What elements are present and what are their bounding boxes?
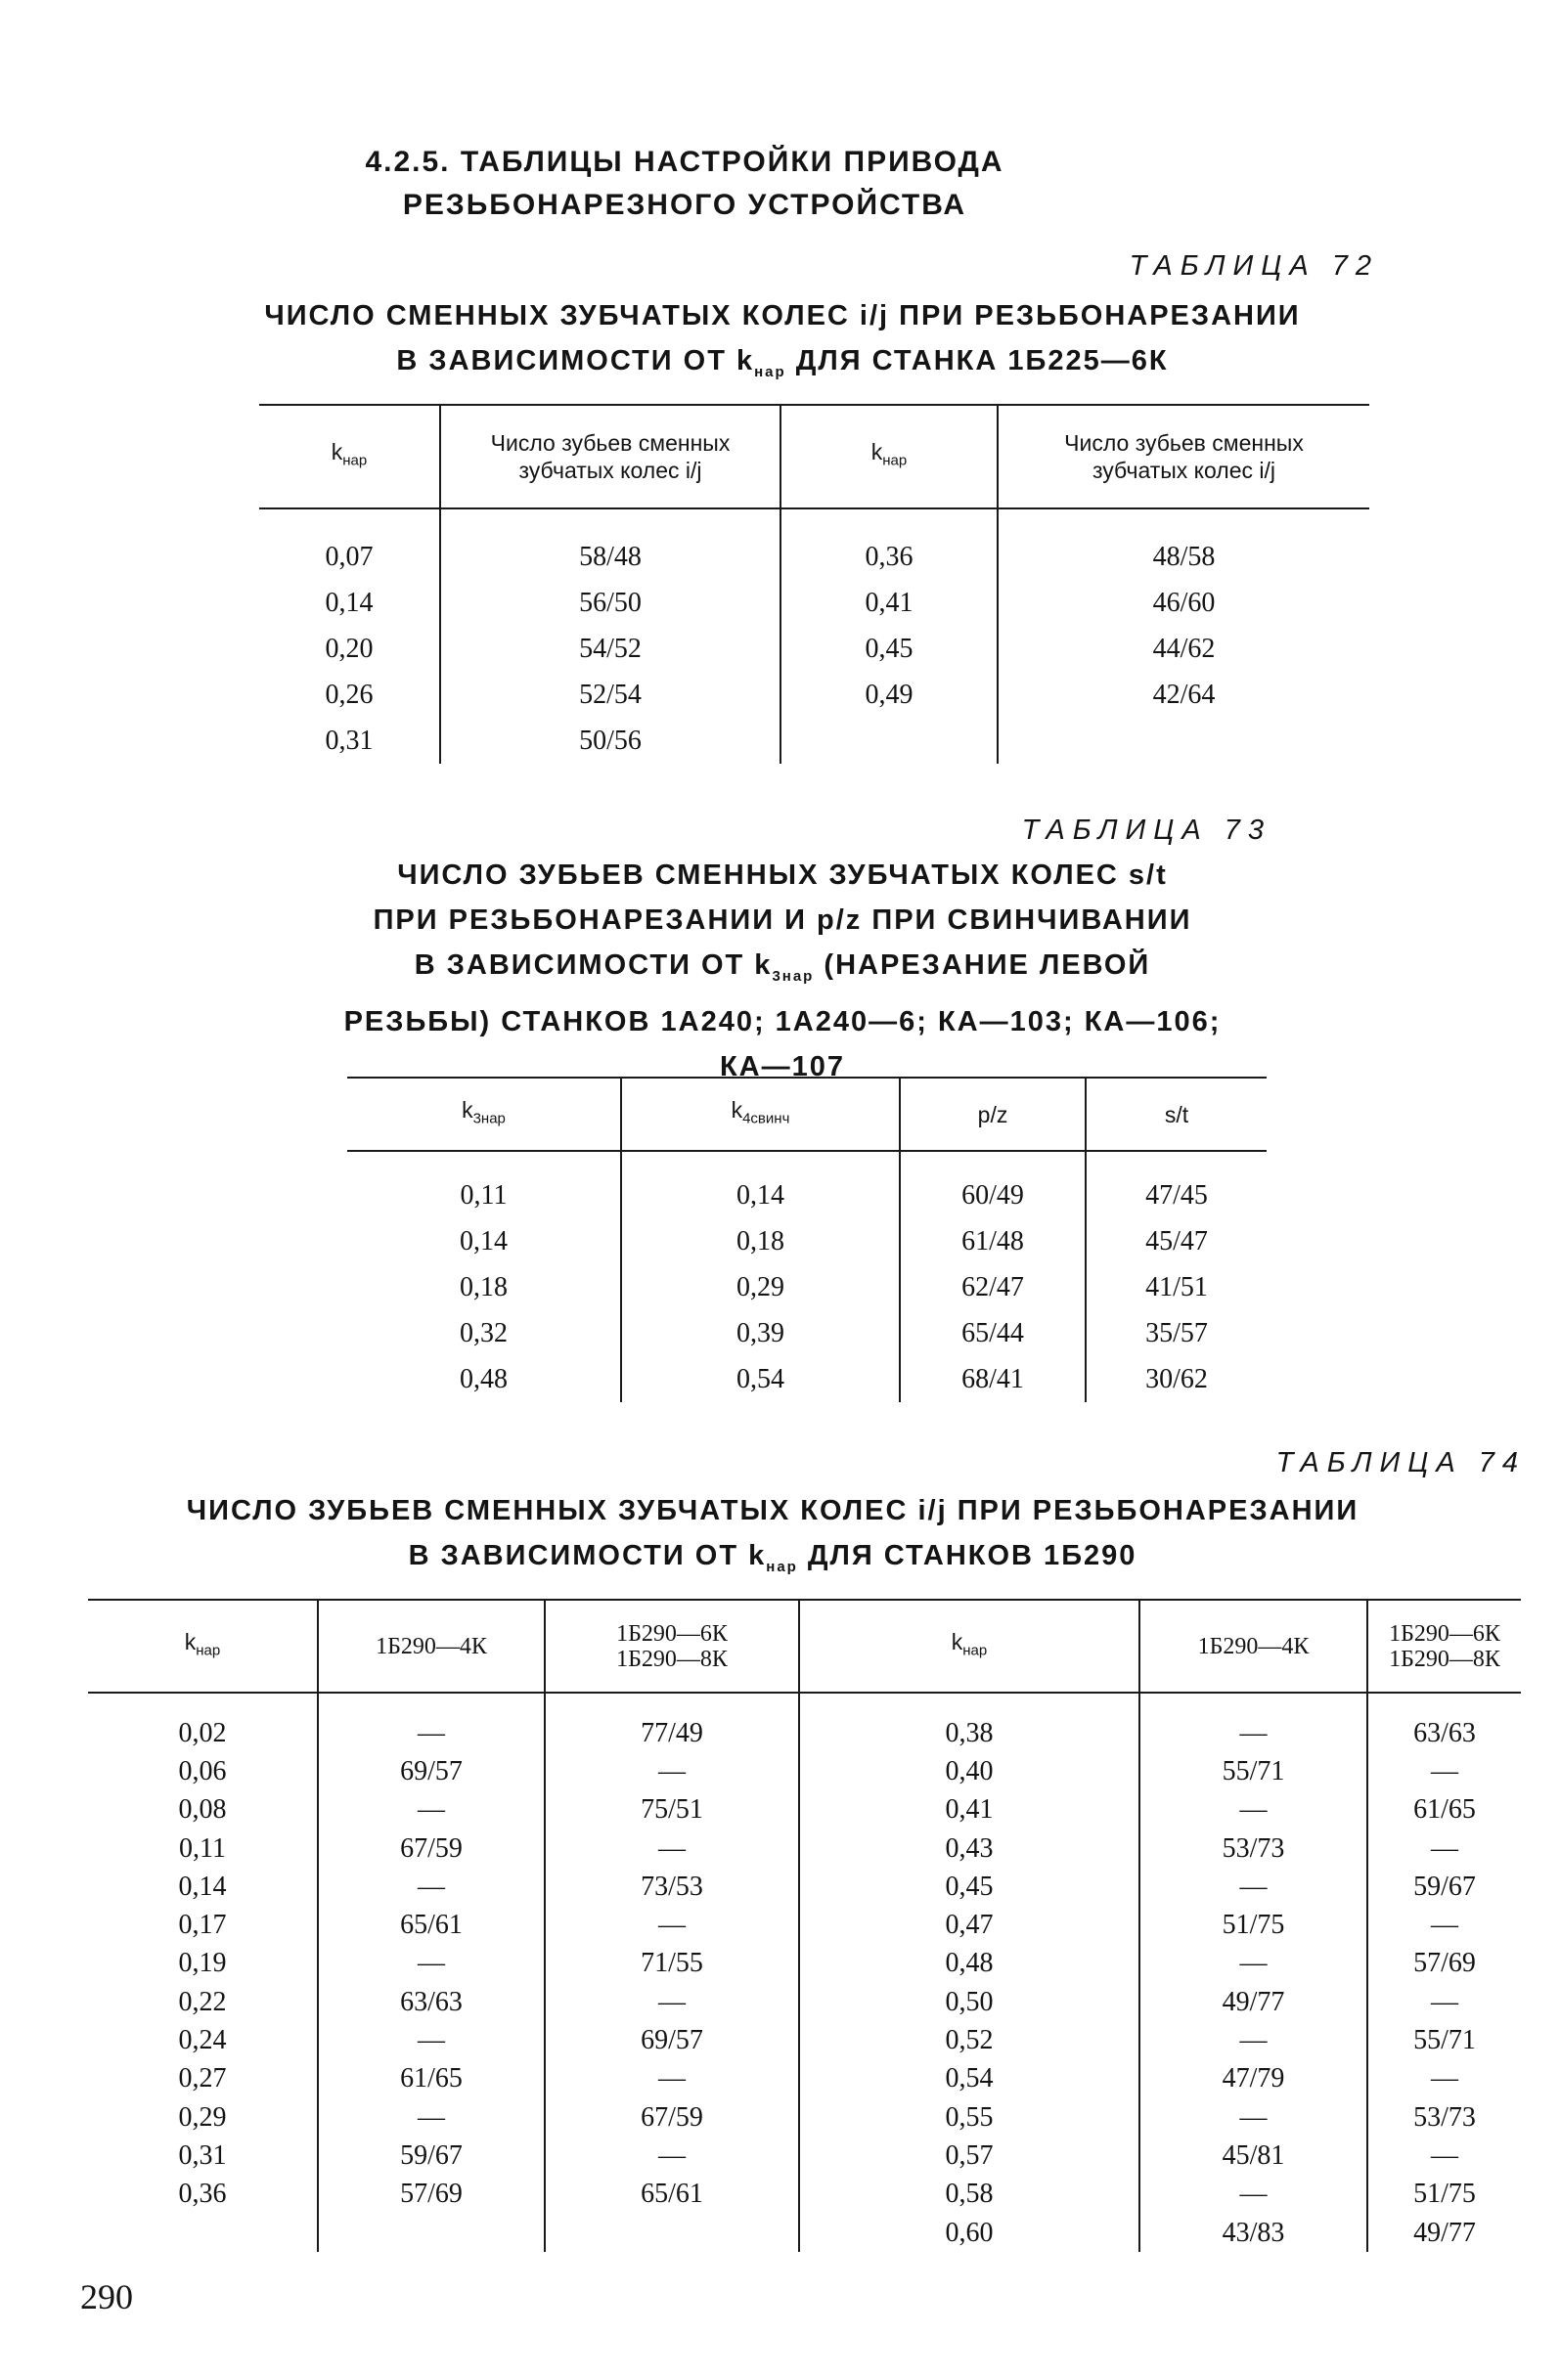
table-cell: 0,27 [178, 2063, 227, 2094]
table-row [88, 2214, 1521, 2252]
table-cell: 50/56 [440, 718, 780, 764]
table-cell: 65/61 [545, 2176, 799, 2214]
table-cell: 44/62 [998, 626, 1369, 672]
table-74-caption [127, 1488, 1418, 1590]
table-cell: 55/71 [1139, 1752, 1367, 1790]
table-row [88, 1752, 1521, 1790]
table-row [347, 1172, 1267, 1218]
table-cell: 0,41 [780, 580, 998, 626]
table-cell: 0,55 [799, 2098, 1139, 2137]
table-cell: 43/83 [1139, 2214, 1367, 2252]
table-row [88, 1791, 1521, 1829]
table-cell: 0,60 [799, 2214, 1139, 2252]
table-cell: 0,14 [178, 1871, 227, 1902]
table-74-header-row [88, 1600, 1521, 1693]
table-cell: 59/67 [1367, 1868, 1521, 1906]
table-cell: — [1139, 2098, 1367, 2137]
table-cell: 49/77 [1139, 1983, 1367, 2021]
table-row [88, 2060, 1521, 2098]
table-cell: — [1367, 2060, 1521, 2098]
table-cell: 71/55 [545, 1945, 799, 1983]
table-cell: 0,24 [178, 2025, 227, 2056]
table-72-label: ТАБЛИЦА 72 [1129, 250, 1379, 282]
table-cell: 63/63 [1367, 1714, 1521, 1752]
table-row [347, 1218, 1267, 1264]
table-cell: — [545, 1829, 799, 1868]
table-cell: 0,41 [799, 1791, 1139, 1829]
table-cell: — [545, 1983, 799, 2021]
table-cell: 77/49 [545, 1714, 799, 1752]
table-cell: 0,45 [780, 626, 998, 672]
table-cell: 0,32 [460, 1317, 508, 1348]
table-cell: 55/71 [1367, 2021, 1521, 2059]
table-row [88, 1906, 1521, 1944]
table-row [88, 2021, 1521, 2059]
table-cell: 0,22 [178, 1986, 227, 2017]
table-cell: 61/48 [900, 1218, 1086, 1264]
table-row [88, 1868, 1521, 1906]
table-cell: 0,17 [178, 1910, 227, 1941]
table-72-caption-line-2: В ЗАВИСИМОСТИ ОТ $k_{нар}$ ДЛЯ СТАНКА 1Б225—6К [396, 345, 1169, 380]
table-cell: — [545, 1906, 799, 1944]
table-73-caption-line-3: В ЗАВИСИМОСТИ ОТ $k_{3нар}$ (НАРЕЗАНИЕ ЛЕВОЙ [414, 949, 1151, 985]
table-74-head-4k-2: 1Б290—4К [1139, 1600, 1367, 1693]
table-cell [780, 718, 998, 764]
table-cell: 47/45 [1086, 1172, 1267, 1218]
table-73-head-k3: $k_{3нар}$ [347, 1078, 621, 1151]
table-cell: 0,47 [799, 1906, 1139, 1944]
table-row [88, 1945, 1521, 1983]
table-cell: 60/49 [900, 1172, 1086, 1218]
table-cell: 65/44 [900, 1310, 1086, 1356]
table-cell: 0,57 [799, 2137, 1139, 2175]
table-cell: 61/65 [1367, 1791, 1521, 1829]
table-72-caption-line-1: ЧИСЛО СМЕННЫХ ЗУБЧАТЫХ КОЛЕС i/j ПРИ РЕЗЬБОНАРЕЗАНИИ [264, 300, 1301, 331]
table-74-caption-line-1: ЧИСЛО ЗУБЬЕВ СМЕННЫХ ЗУБЧАТЫХ КОЛЕС i/j ПРИ РЕЗЬБОНАРЕЗАНИИ [186, 1495, 1359, 1526]
table-74-head-68k-2: 1Б290—6К 1Б290—8К [1367, 1600, 1521, 1693]
table-cell: 68/41 [900, 1356, 1086, 1402]
table-cell: 75/51 [545, 1791, 799, 1829]
table-cell: — [318, 1791, 545, 1829]
table-cell: — [318, 2021, 545, 2059]
table-cell: 0,54 [621, 1356, 900, 1402]
table-72-caption [176, 293, 1389, 395]
table-cell: 0,26 [325, 679, 374, 710]
table-cell: 54/52 [440, 626, 780, 672]
table-cell: 0,11 [179, 1832, 226, 1864]
table-cell: 0,50 [799, 1983, 1139, 2021]
table-cell: 0,14 [460, 1225, 508, 1256]
table-cell: — [318, 1945, 545, 1983]
table-73 [347, 1077, 1267, 1402]
table-cell: — [318, 1868, 545, 1906]
table-cell: 65/61 [318, 1906, 545, 1944]
table-73-caption-line-4: РЕЗЬБЫ) СТАНКОВ 1А240; 1А240—6; КА—103; КА—106; [343, 1005, 1222, 1037]
table-cell: 0,43 [799, 1829, 1139, 1868]
table-74-label: ТАБЛИЦА 74 [1275, 1447, 1526, 1478]
table-cell: — [1139, 1791, 1367, 1829]
table-73-caption [323, 853, 1242, 1089]
table-73-label: ТАБЛИЦА 73 [1021, 815, 1271, 846]
table-cell [88, 2214, 318, 2252]
table-cell: 0,29 [621, 1264, 900, 1310]
table-72 [259, 404, 1369, 764]
table-72-head-teeth-1: Число зубьев сменных зубчатых колес i/j [440, 405, 780, 508]
table-row [347, 1356, 1267, 1402]
table-cell: 0,48 [799, 1945, 1139, 1983]
table-cell: — [545, 2060, 799, 2098]
table-72-head-teeth-2: Число зубьев сменных зубчатых колес i/j [998, 405, 1369, 508]
table-73-head-k4: $k_{4свинч}$ [621, 1078, 900, 1151]
table-cell: — [1139, 1868, 1367, 1906]
table-cell: 58/48 [440, 534, 780, 580]
table-74-head-4k-1: 1Б290—4К [318, 1600, 545, 1693]
table-row [88, 1714, 1521, 1752]
table-cell: 0,48 [460, 1363, 508, 1394]
table-cell: 47/79 [1139, 2060, 1367, 2098]
table-row [259, 580, 1369, 626]
table-row [259, 534, 1369, 580]
table-74 [88, 1599, 1521, 2252]
table-74-head-k-1: $k_{нар}$ [88, 1600, 318, 1693]
table-cell: 0,39 [621, 1310, 900, 1356]
table-74-caption-line-2: В ЗАВИСИМОСТИ ОТ $k_{нар}$ ДЛЯ СТАНКОВ 1Б290 [408, 1540, 1137, 1575]
table-cell: 51/75 [1367, 2176, 1521, 2214]
table-cell: 61/65 [318, 2060, 545, 2098]
table-cell [998, 718, 1369, 764]
table-row [88, 2176, 1521, 2214]
table-cell: — [1139, 1945, 1367, 1983]
table-cell: 0,49 [780, 672, 998, 718]
table-cell: 67/59 [545, 2098, 799, 2137]
table-row [259, 626, 1369, 672]
table-cell: 0,14 [621, 1172, 900, 1218]
table-row [347, 1310, 1267, 1356]
section-title [254, 141, 1115, 227]
table-cell: 69/57 [318, 1752, 545, 1790]
table-cell: — [318, 1714, 545, 1752]
table-cell [545, 2214, 799, 2252]
table-cell: 0,14 [325, 587, 374, 618]
table-row [88, 2098, 1521, 2137]
table-row [347, 1264, 1267, 1310]
table-cell: 0,29 [178, 2101, 227, 2133]
table-cell: 0,36 [178, 2179, 227, 2210]
table-cell: 52/54 [440, 672, 780, 718]
table-cell: 30/62 [1086, 1356, 1267, 1402]
table-cell: 0,40 [799, 1752, 1139, 1790]
table-cell: — [1139, 2021, 1367, 2059]
table-cell: 0,18 [460, 1271, 508, 1302]
table-cell: 69/57 [545, 2021, 799, 2059]
table-cell: — [1367, 2137, 1521, 2175]
table-cell: 0,18 [621, 1218, 900, 1264]
table-cell: 0,58 [799, 2176, 1139, 2214]
table-row [88, 2137, 1521, 2175]
table-cell: — [1367, 1983, 1521, 2021]
table-cell: 0,08 [178, 1794, 227, 1826]
table-row [259, 718, 1369, 764]
table-row [88, 1829, 1521, 1868]
section-title-line-2: РЕЗЬБОНАРЕЗНОГО УСТРОЙСТВА [402, 189, 967, 221]
table-cell: — [545, 2137, 799, 2175]
table-cell: 0,31 [325, 725, 374, 756]
table-cell: 0,38 [799, 1714, 1139, 1752]
table-cell: — [1139, 1714, 1367, 1752]
table-cell: 62/47 [900, 1264, 1086, 1310]
table-cell: 0,45 [799, 1868, 1139, 1906]
table-73-head-st: s/t [1086, 1078, 1267, 1151]
table-cell: 0,54 [799, 2060, 1139, 2098]
table-72-head-k-1: $k_{нар}$ [259, 405, 440, 508]
table-72-head-k-2: $k_{нар}$ [780, 405, 998, 508]
table-cell: 48/58 [998, 534, 1369, 580]
table-cell: 42/64 [998, 672, 1369, 718]
table-73-head-pz: p/z [900, 1078, 1086, 1151]
table-cell: — [545, 1752, 799, 1790]
table-73-caption-line-2: ПРИ РЕЗЬБОНАРЕЗАНИИ И p/z ПРИ СВИНЧИВАНИИ [373, 904, 1192, 936]
table-cell: — [1139, 2176, 1367, 2214]
table-cell: 45/47 [1086, 1218, 1267, 1264]
table-73-caption-line-1: ЧИСЛО ЗУБЬЕВ СМЕННЫХ ЗУБЧАТЫХ КОЛЕС s/t [397, 859, 1168, 891]
table-73-header-row [347, 1078, 1267, 1151]
table-cell [318, 2214, 545, 2252]
table-cell: 0,07 [325, 541, 374, 572]
table-cell: 57/69 [318, 2176, 545, 2214]
table-73-caption-line-5: КА—107 [719, 1050, 846, 1082]
table-cell: 0,52 [799, 2021, 1139, 2059]
table-cell: 0,06 [178, 1755, 227, 1786]
table-cell: 53/73 [1139, 1829, 1367, 1868]
table-cell: 0,36 [780, 534, 998, 580]
table-cell: — [1367, 1829, 1521, 1868]
table-74-head-68k-1: 1Б290—6К 1Б290—8К [545, 1600, 799, 1693]
section-title-line-1: 4.2.5. ТАБЛИЦЫ НАСТРОЙКИ ПРИВОДА [365, 146, 1004, 178]
table-cell: 73/53 [545, 1868, 799, 1906]
table-cell: 0,19 [178, 1948, 227, 1979]
table-cell: 0,20 [325, 633, 374, 664]
table-cell: — [1367, 1906, 1521, 1944]
table-cell: — [1367, 1752, 1521, 1790]
table-cell: 53/73 [1367, 2098, 1521, 2137]
table-cell: — [318, 2098, 545, 2137]
table-cell: 0,02 [178, 1717, 227, 1748]
table-cell: 67/59 [318, 1829, 545, 1868]
table-72-header-row [259, 405, 1369, 508]
table-row [88, 1983, 1521, 2021]
table-cell: 0,31 [178, 2139, 227, 2171]
table-cell: 0,11 [460, 1179, 508, 1211]
page-number: 290 [80, 2277, 133, 2316]
table-cell: 59/67 [318, 2137, 545, 2175]
table-74-head-k-2: $k_{нар}$ [799, 1600, 1139, 1693]
table-cell: 56/50 [440, 580, 780, 626]
table-cell: 41/51 [1086, 1264, 1267, 1310]
table-row [259, 672, 1369, 718]
table-cell: 35/57 [1086, 1310, 1267, 1356]
table-cell: 49/77 [1367, 2214, 1521, 2252]
table-cell: 46/60 [998, 580, 1369, 626]
table-cell: 57/69 [1367, 1945, 1521, 1983]
table-cell: 51/75 [1139, 1906, 1367, 1944]
table-cell: 45/81 [1139, 2137, 1367, 2175]
table-cell: 63/63 [318, 1983, 545, 2021]
